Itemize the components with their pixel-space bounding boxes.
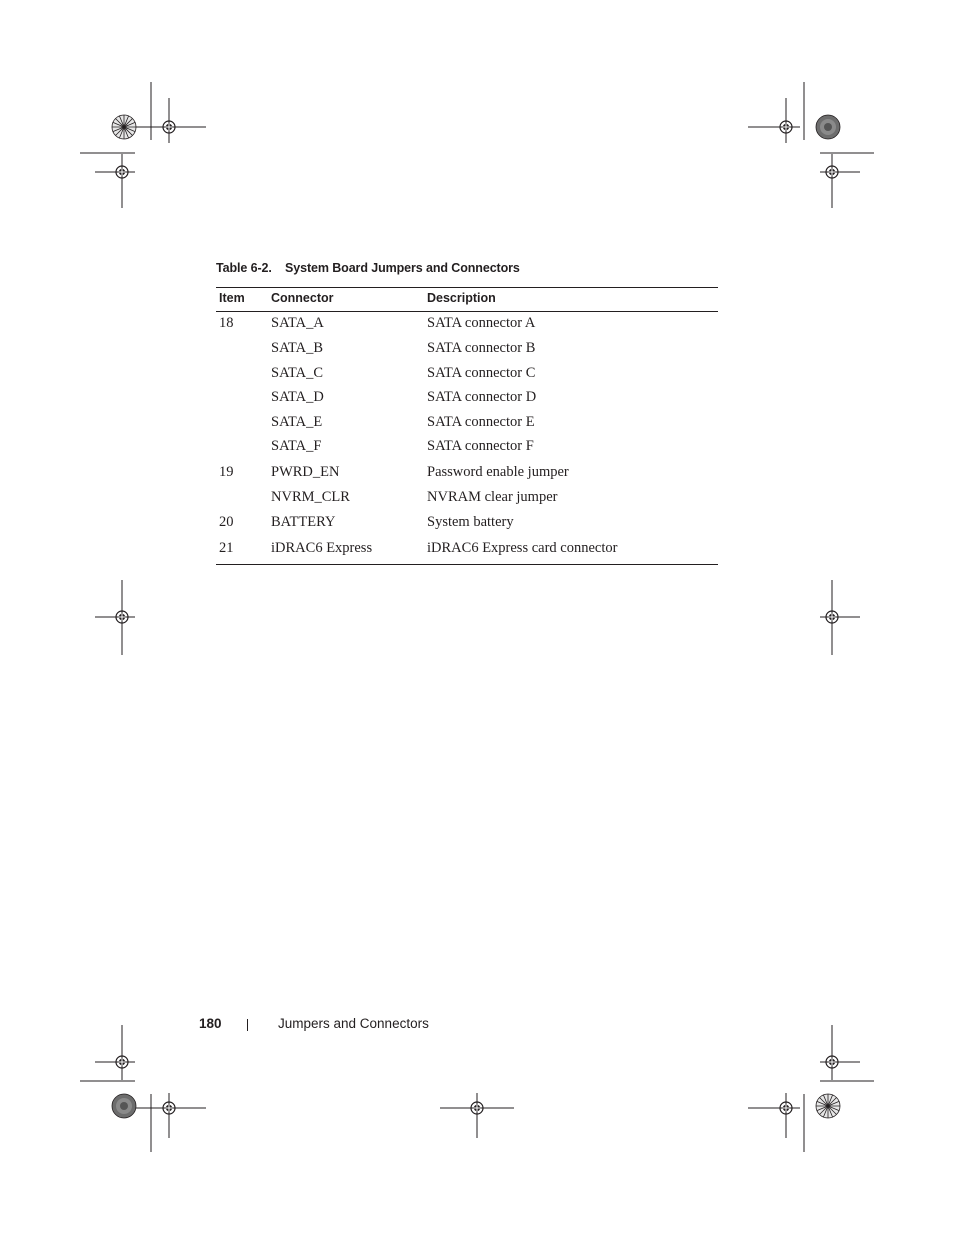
cell-description: Password enable jumper [427,463,569,480]
table-row [216,412,718,437]
table-row [216,387,718,412]
cell-description: iDRAC6 Express card connector [424,537,718,565]
cell-item [216,436,268,461]
cell-item: 19 [219,463,234,480]
cell-item: 18 [219,315,234,331]
cell-connector: BATTERY [271,514,336,530]
table-row [216,436,718,461]
column-header-connector: Connector [268,288,424,312]
table-row [216,487,718,512]
cell-connector: iDRAC6 Express [268,537,424,565]
jumpers-connectors-table [216,287,718,565]
footer-separator [247,1019,248,1031]
column-header-item: Item [216,288,268,312]
cell-description: SATA connector A [427,315,536,331]
cell-connector: NVRM_CLR [271,488,350,505]
footer-section-title: Jumpers and Connectors [278,1016,429,1031]
table-caption [216,261,520,275]
cell-item [216,412,268,437]
cell-item [216,487,268,512]
jumpers-connectors-table-wrap [216,287,718,565]
cell-description: SATA connector D [427,389,537,405]
cell-item [216,338,268,363]
cell-connector: SATA_C [271,364,324,381]
cell-connector: SATA_A [271,315,324,331]
column-header-description: Description [424,288,718,312]
cell-connector: SATA_F [271,438,322,454]
page-number: 180 [199,1016,222,1031]
table-row [216,461,718,487]
cell-connector: SATA_B [271,340,324,356]
table-row [216,537,718,565]
cell-item: 20 [219,514,234,530]
table-row [216,363,718,388]
cell-connector: SATA_E [271,413,323,430]
crosshair-registration-icon [80,82,874,1152]
table-row [216,511,718,537]
cell-connector: SATA_D [271,389,324,405]
cell-description: SATA connector C [427,364,536,381]
table-caption-label: Table 6-2. [216,261,272,275]
cell-item [216,387,268,412]
cell-description: SATA connector F [427,438,534,454]
cell-description: System battery [427,514,514,530]
table-header-row [216,288,718,312]
table-caption-title: System Board Jumpers and Connectors [285,261,520,275]
table-row [216,312,718,339]
cell-description: NVRAM clear jumper [427,488,558,505]
table-row [216,338,718,363]
cell-item [216,363,268,388]
cell-description: SATA connector B [427,340,536,356]
cell-description: SATA connector E [427,413,535,430]
cell-connector: PWRD_EN [271,463,340,480]
cell-item: 21 [216,537,268,565]
